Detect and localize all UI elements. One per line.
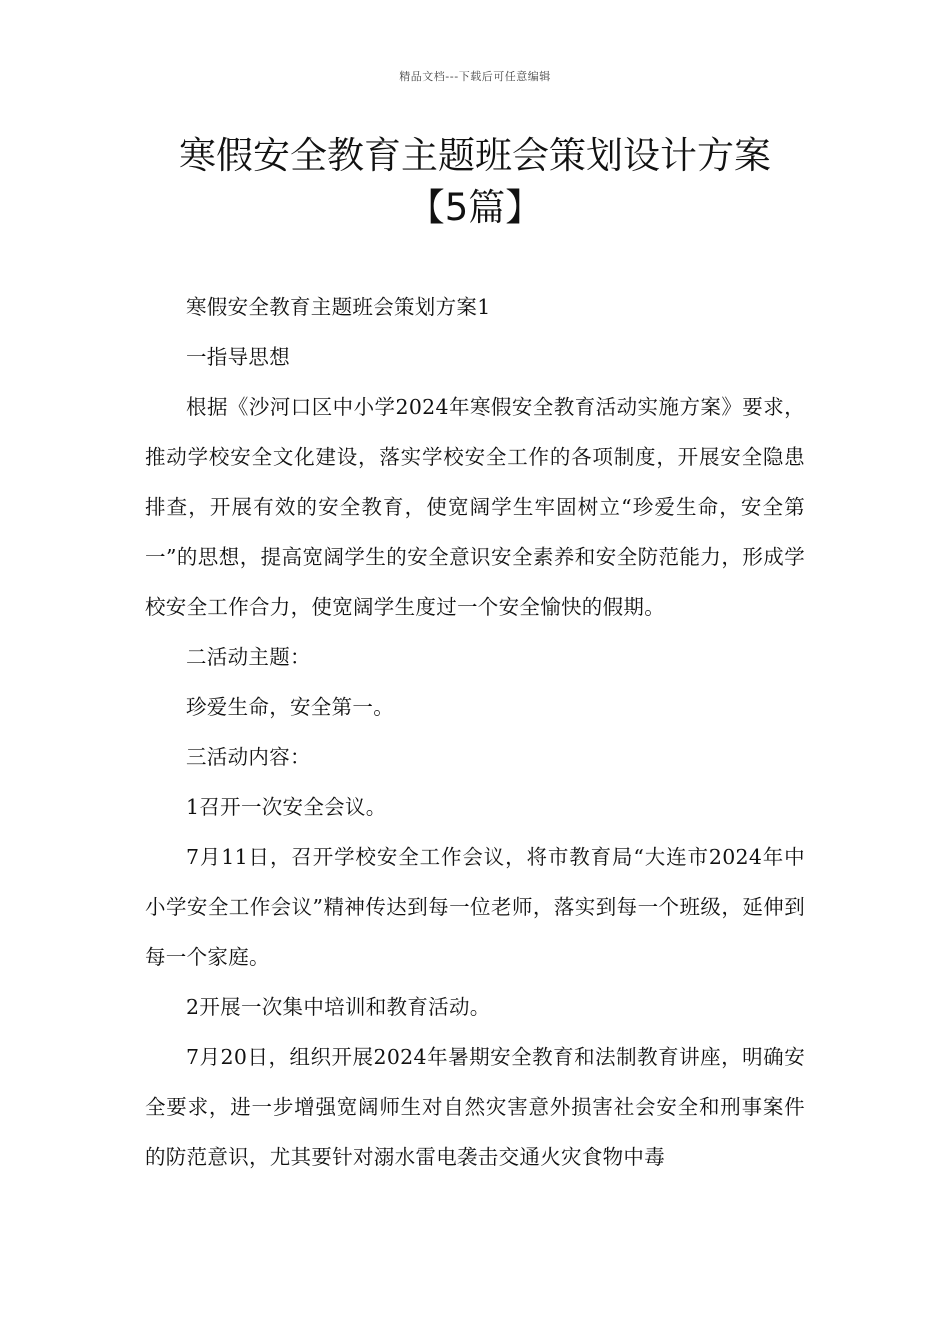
- section-heading-guiding-thought: 一指导思想: [186, 345, 290, 369]
- section-heading-plan-1: 寒假安全教育主题班会策划方案1: [186, 295, 491, 319]
- title-line-2: 【5篇】: [407, 186, 543, 229]
- title-line-1: 寒假安全教育主题班会策划设计方案: [179, 134, 771, 177]
- paragraph-guiding-thought: 根据《沙河口区中小学2024年寒假安全教育活动实施方案》要求，推动学校安全文化建设，落实学校安全工作的各项制度，开展安全隐患排查，开展有效的安全教育，使宽阔学生牢固树立“珍爱生命，安全第一”的思想，提高宽阔学生的安全意识安全素养和安全防范能力，形成学校安全工作合力，使宽阔学生度过一个安全愉快的假期。: [145, 395, 805, 619]
- list-item-training: 2开展一次集中培训和教育活动。: [186, 995, 491, 1019]
- list-item-safety-meeting: 1召开一次安全会议。: [186, 795, 387, 819]
- paragraph-training: 7月20日，组织开展2024年暑期安全教育和法制教育讲座，明确安全要求，进一步增强宽阔师生对自然灾害意外损害社会安全和刑事案件的防范意识，尤其要针对溺水雷电袭击交通火灾食物中毒: [145, 1045, 805, 1169]
- document-body: [145, 282, 805, 1182]
- section-heading-activity-theme: 二活动主题：: [186, 645, 311, 669]
- paragraph-activity-theme: 珍爱生命，安全第一。: [186, 695, 394, 719]
- section-heading-activity-content: 三活动内容：: [186, 745, 311, 769]
- page-header-note: 精品文档---下载后可任意编辑: [399, 70, 551, 83]
- paragraph-safety-meeting: 7月11日，召开学校安全工作会议，将市教育局“大连市2024年中小学安全工作会议”精神传达到每一位老师，落实到每一个班级，延伸到每一个家庭。: [145, 845, 805, 969]
- document-title: [0, 130, 950, 234]
